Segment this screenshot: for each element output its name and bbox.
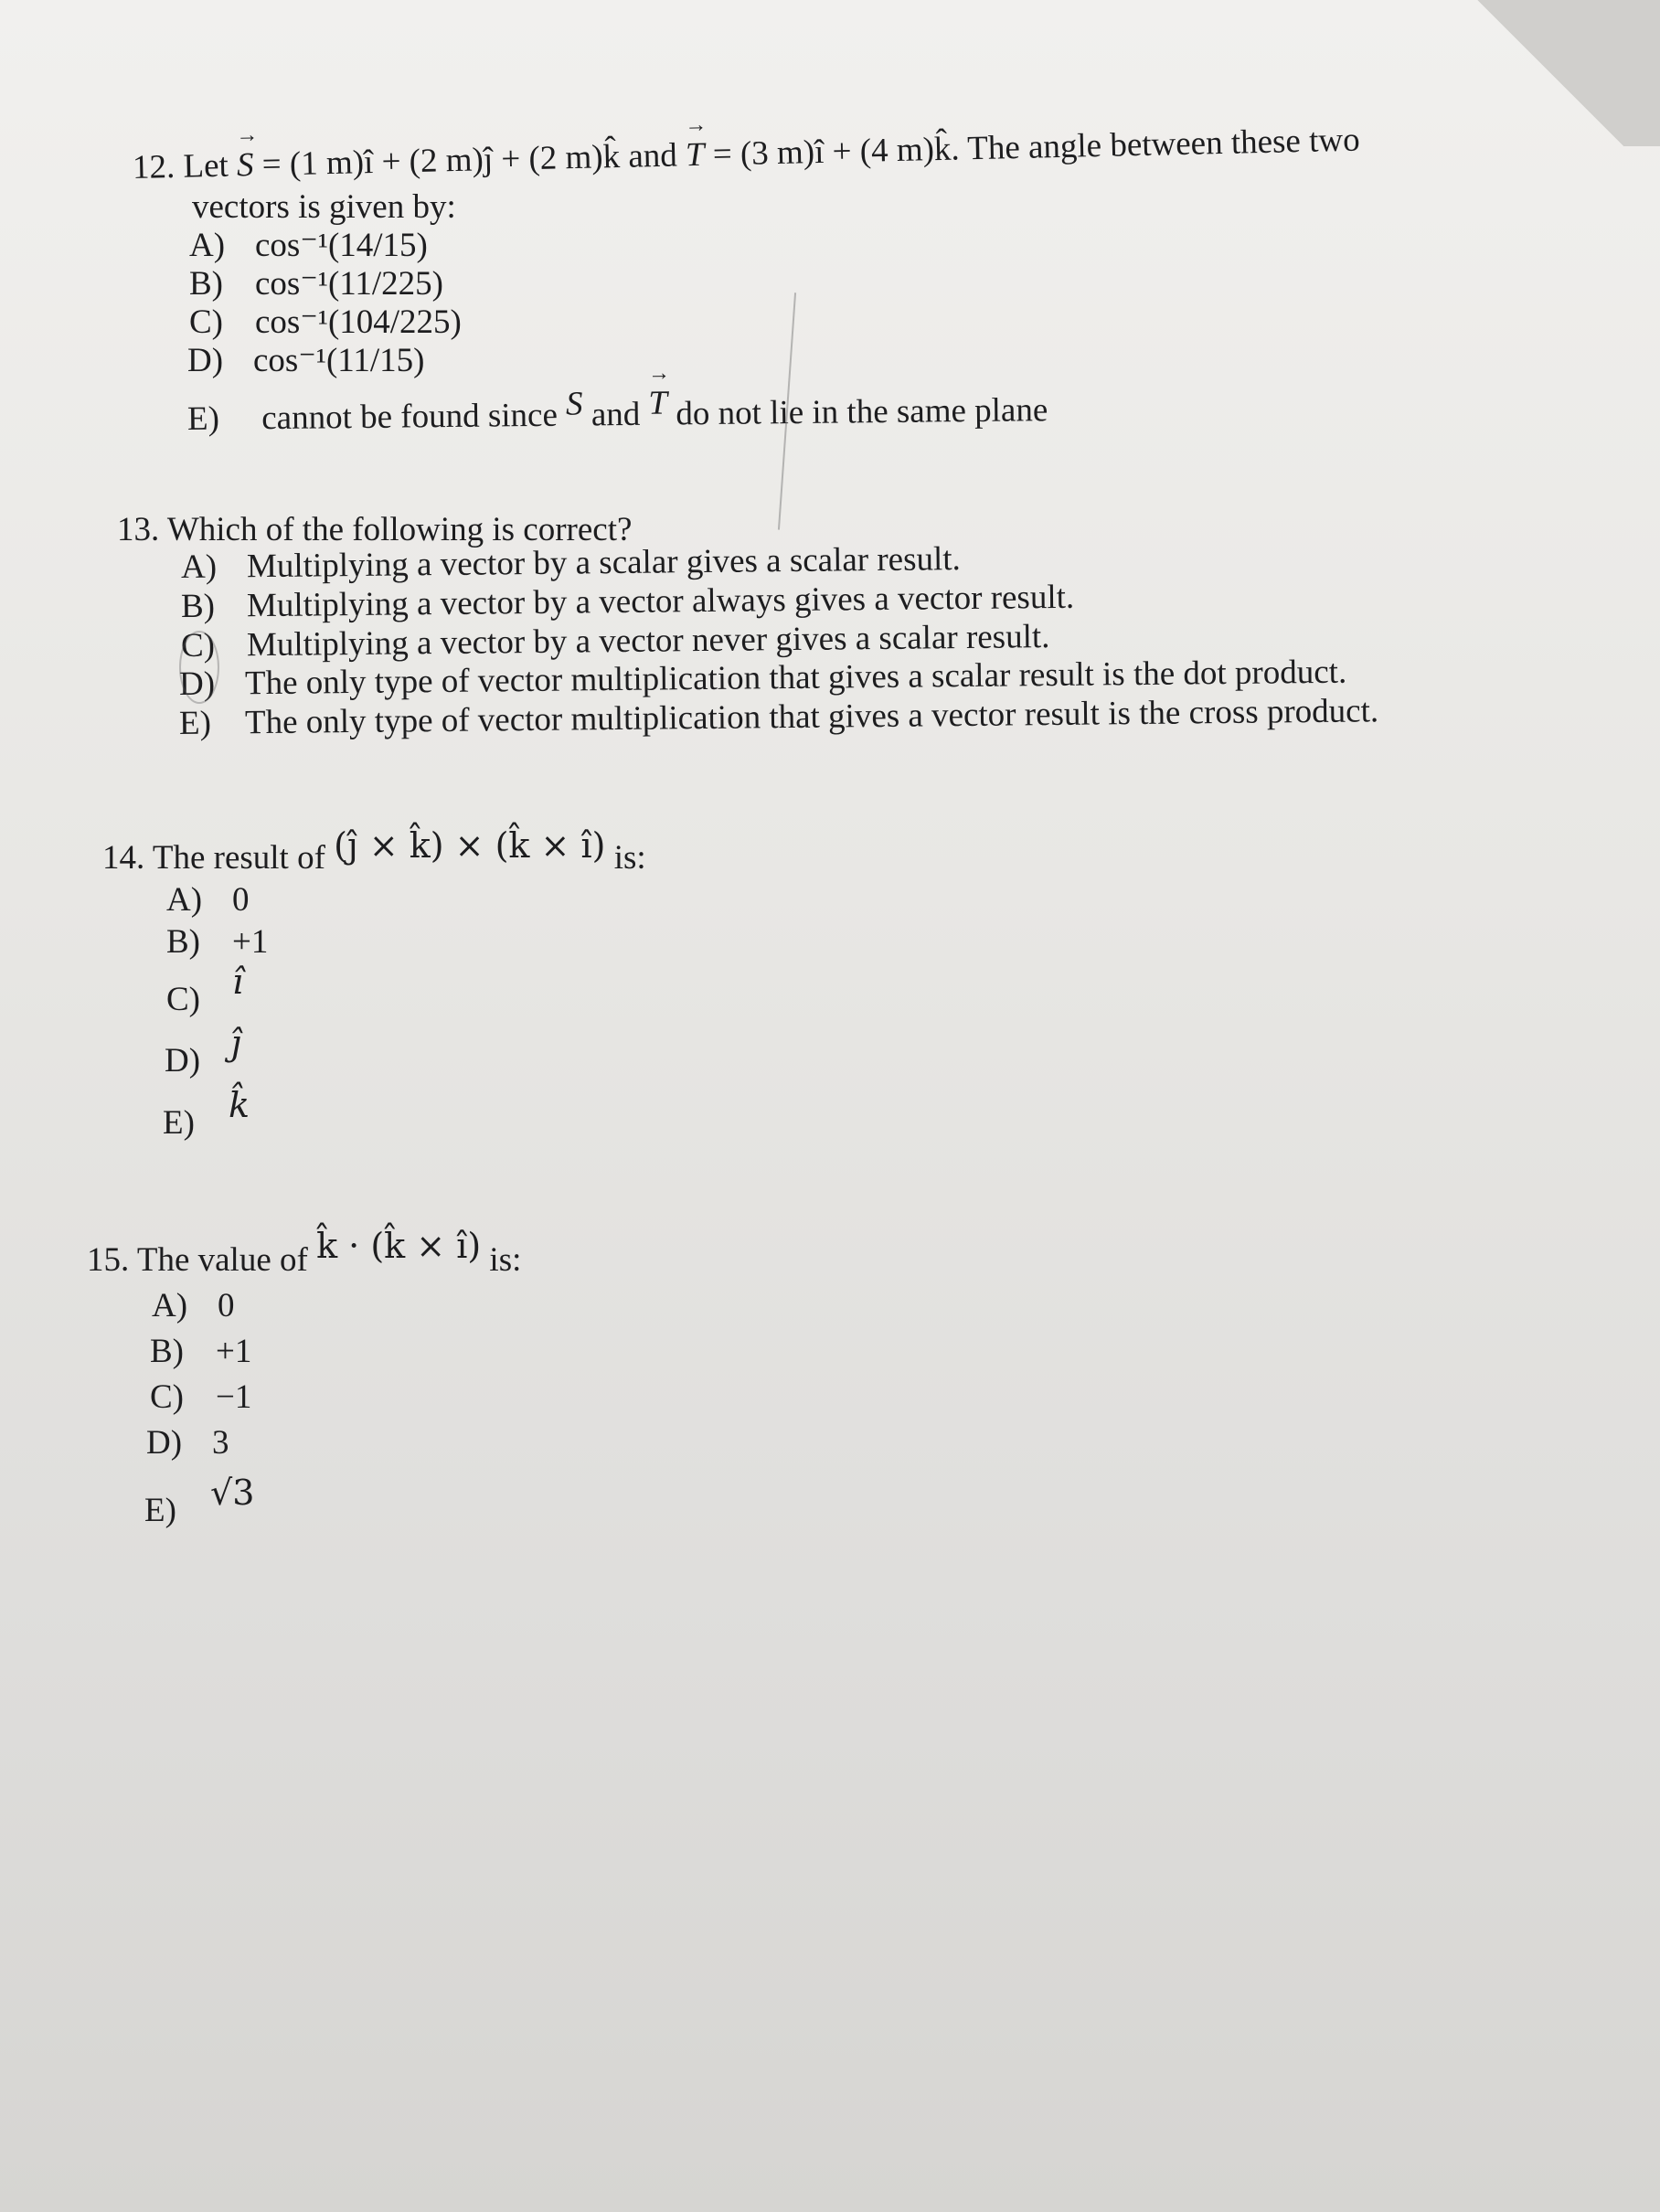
q15-option-c: C) −1 <box>150 1378 252 1416</box>
q15-expression: k̂ · (k̂ × î) <box>316 1226 482 1266</box>
q14-number: 14. <box>102 839 145 877</box>
q15-option-b: B) +1 <box>150 1333 252 1370</box>
q14-option-d: D) ĵ <box>165 1023 241 1079</box>
q12-t-terms: = (3 m)î + (4 m)k̂ <box>712 130 952 174</box>
q12-stem-end: . The angle between these two <box>950 121 1361 168</box>
q12-vector-s: → S <box>237 148 254 182</box>
q13-option-a: A) Multiplying a vector by a scalar gives a scalar result. <box>180 540 962 586</box>
q14-option-b: B) +1 <box>166 923 269 961</box>
q12-stem-line2: vectors is given by: <box>192 188 456 226</box>
q12-e-t: → T <box>648 387 667 420</box>
q15-option-e: E) √3 <box>144 1473 255 1529</box>
q15-option-d: D) 3 <box>146 1424 229 1462</box>
q13-option-b: B) Multiplying a vector by a vector always gives a vector result. <box>180 578 1075 625</box>
q14-option-e: E) k̂ <box>163 1085 250 1142</box>
q12-option-b: B) cos⁻¹(11/225) <box>189 265 443 303</box>
q15-option-a: A) 0 <box>152 1287 235 1324</box>
q12-s-terms: = (1 m)î + (2 m)ĵ + (2 m)k̂ <box>261 137 621 184</box>
q12-e-s: S <box>565 385 583 423</box>
q14-option-a: A) 0 <box>166 881 250 919</box>
q12-and: and <box>627 136 678 175</box>
page-fold-shadow <box>1441 0 1660 146</box>
pen-mark-circle <box>179 631 219 704</box>
q12-option-d: D) cos⁻¹(11/15) <box>187 342 425 379</box>
q12-option-e: E) cannot be found since S and → T do not lie in the same plane <box>187 393 1048 436</box>
q14-expression: (ĵ × k̂) × (k̂ × î) <box>334 825 606 866</box>
q14-stem: 14. The result of (ĵ × k̂) × (k̂ × î) is: <box>102 825 646 877</box>
q12-option-a: A) cos⁻¹(14/15) <box>189 227 428 264</box>
q13-option-e: E) The only type of vector multiplication that gives a vector result is the cross product. <box>178 692 1379 742</box>
q13-stem: 13. Which of the following is correct? <box>117 511 633 548</box>
q12-let: Let <box>183 146 229 186</box>
q15-stem: 15. The value of k̂ · (k̂ × î) is: <box>87 1226 522 1279</box>
q12-number: 12. <box>132 147 176 186</box>
q13-option-c: C) Multiplying a vector by a vector never gives a scalar result. <box>180 618 1050 665</box>
q15-number: 15. <box>87 1241 130 1279</box>
q13-number: 13. <box>117 511 160 548</box>
q13-option-d: D) The only type of vector multiplication that gives a scalar result is the dot product. <box>178 653 1347 703</box>
q14-option-c: C) î <box>166 962 244 1018</box>
q12-option-c: C) cos⁻¹(104/225) <box>189 303 462 341</box>
q12-vector-t: → T <box>686 138 705 172</box>
q12-stem-line1 <box>133 123 1360 185</box>
